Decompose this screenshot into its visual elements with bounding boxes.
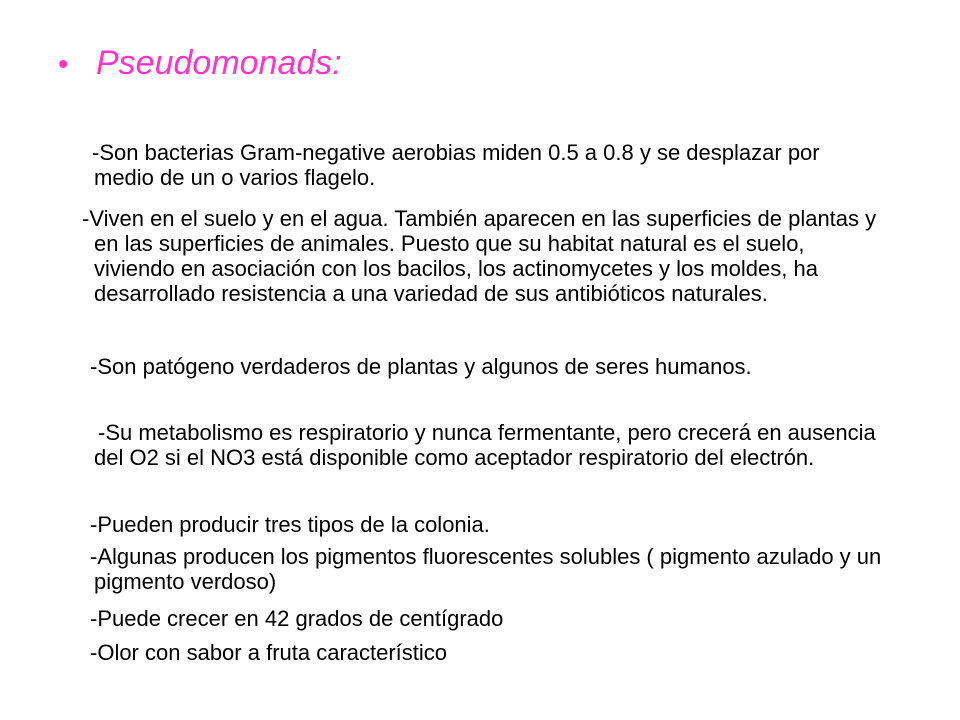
slide-title: Pseudomonads:: [96, 44, 342, 82]
paragraph-1: -Son bacterias Gram-negative aerobias miden 0.5 a 0.8 y se desplazar por medio de un o varios flagelo.: [92, 140, 820, 190]
title-row: [58, 46, 342, 80]
paragraph-4: -Su metabolismo es respiratorio y nunca fermentante, pero crecerá en ausencia del O2 si el NO3 está disponible como aceptador respiratorio del electrón.: [94, 420, 876, 470]
paragraph-2: -Viven en el suelo y en el agua. También aparecen en las superficies de plantas y en las superficies de animales. Puesto que su habitat natural es el suelo, viviendo en asociación con los bacilos, los actinomycetes y los moldes, ha desarrollado resistencia a una variedad de sus antibióticos naturales.: [82, 206, 877, 306]
paragraph-3: -Son patógeno verdaderos de plantas y algunos de seres humanos.: [90, 354, 752, 379]
paragraph-8: -Olor con sabor a fruta característico: [90, 640, 448, 665]
bullet-icon: •: [58, 48, 69, 81]
paragraph-6: -Algunas producen los pigmentos fluorescentes solubles ( pigmento azulado y un pigmento verdoso): [90, 544, 882, 594]
paragraph-7: -Puede crecer en 42 grados de centígrado: [90, 606, 504, 631]
paragraph-5: -Pueden producir tres tipos de la colonia.: [90, 512, 490, 537]
